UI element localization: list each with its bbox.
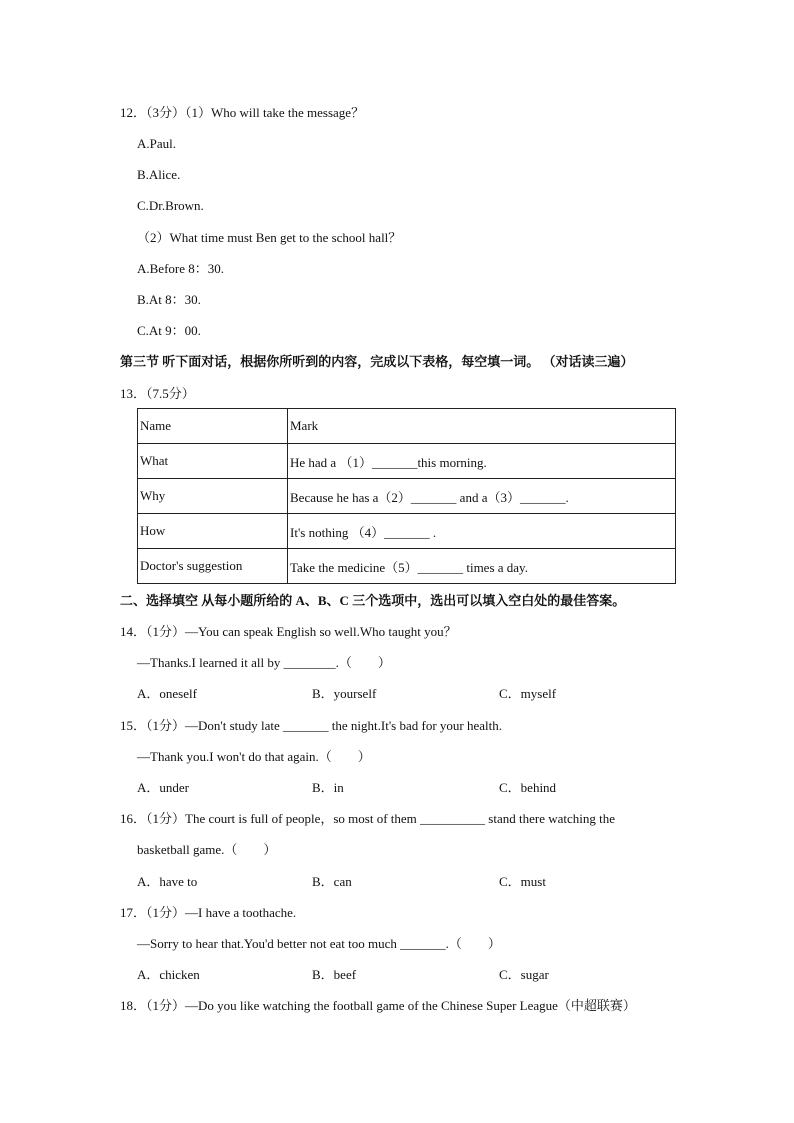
q17-option-c: C．sugar [499, 967, 549, 982]
table-cell-label: Name [138, 409, 288, 444]
q15-option-b: B．in [312, 780, 344, 795]
q17-line2: —Sorry to hear that.You'd better not eat too much _______.（ ） [137, 936, 501, 951]
q12-option-b: B.Alice. [137, 167, 181, 182]
table-cell-value: Take the medicine（5）_______ times a day. [288, 549, 676, 584]
table-row [138, 409, 676, 444]
q15-option-a: A．under [137, 780, 189, 795]
q14-option-a: A．oneself [137, 686, 197, 701]
q12-sub2-option-a: A.Before 8：30. [137, 261, 225, 276]
q12-option-c: C.Dr.Brown. [137, 198, 204, 213]
q12-sub2-option-c: C.At 9：00. [137, 323, 201, 338]
table-cell-label: How [138, 514, 288, 549]
q13-table [137, 408, 676, 584]
table-row [138, 549, 676, 584]
q17-option-a: A．chicken [137, 967, 200, 982]
table-row [138, 479, 676, 514]
table-row [138, 514, 676, 549]
q15-line1: 15．（1分）—Don't study late _______ the night.It's bad for your health. [120, 718, 502, 733]
part2-header: 二、选择填空 从每小题所给的 A、B、C 三个选项中，选出可以填入空白处的最佳答案。 [120, 593, 626, 608]
table-cell-label: Doctor's suggestion [138, 549, 288, 584]
table-cell-value: Mark [288, 409, 676, 444]
q15-option-c: C．behind [499, 780, 557, 795]
q16-option-c: C．must [499, 874, 546, 889]
q12-option-a: A.Paul. [137, 136, 176, 151]
q14-option-c: C．myself [499, 686, 557, 701]
q16-line2: basketball game.（ ） [137, 842, 277, 857]
q12-stem: 12．（3分）（1）Who will take the message？ [120, 105, 365, 120]
section3-header: 第三节 听下面对话，根据你所听到的内容，完成以下表格，每空填一词。 （对话读三遍） [120, 354, 634, 369]
table-cell-label: What [138, 444, 288, 479]
q12-sub2: （2）What time must Ben get to the school hall？ [137, 230, 402, 245]
table-cell-value: It's nothing （4）_______ . [288, 514, 676, 549]
q17-line1: 17．（1分）—I have a toothache. [120, 905, 297, 920]
q17-option-b: B．beef [312, 967, 357, 982]
q14-option-b: B．yourself [312, 686, 377, 701]
q13-stem: 13．（7.5分） [120, 386, 195, 401]
q16-option-b: B．can [312, 874, 352, 889]
q16-line1: 16．（1分）The court is full of people，so most of them __________ stand there watching the [120, 811, 615, 826]
q14-line1: 14．（1分）—You can speak English so well.Who taught you？ [120, 624, 457, 639]
q16-option-a: A．have to [137, 874, 198, 889]
table-row [138, 444, 676, 479]
q15-line2: —Thank you.I won't do that again.（ ） [137, 749, 371, 764]
table-cell-label: Why [138, 479, 288, 514]
table-cell-value: He had a （1）_______this morning. [288, 444, 676, 479]
q18-line1: 18．（1分）—Do you like watching the football game of the Chinese Super League（中超联赛） [120, 998, 636, 1013]
q12-sub2-option-b: B.At 8：30. [137, 292, 201, 307]
q14-line2: —Thanks.I learned it all by ________.（ ） [137, 655, 391, 670]
table-cell-value: Because he has a（2）_______ and a（3）_______. [288, 479, 676, 514]
